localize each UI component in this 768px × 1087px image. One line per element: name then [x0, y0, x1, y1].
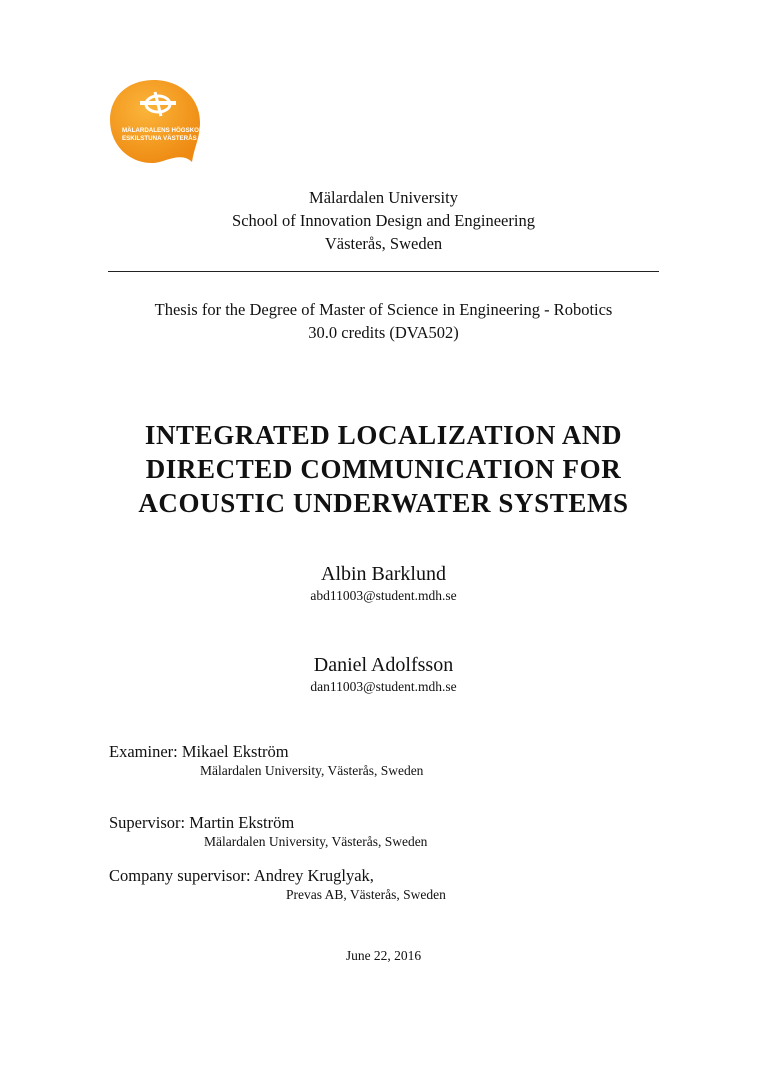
school-name: School of Innovation Design and Engineering — [232, 211, 535, 230]
company-supervisor-name: Andrey Kruglyak, — [253, 866, 374, 885]
university-name: Mälardalen University — [309, 188, 458, 207]
company-supervisor-block — [109, 866, 446, 904]
examiner-label: Examiner: — [109, 742, 178, 761]
examiner-affiliation: Mälardalen University, Västerås, Sweden — [200, 763, 424, 778]
company-supervisor-affiliation: Prevas AB, Västerås, Sweden — [286, 887, 446, 902]
thesis-title — [108, 418, 659, 520]
examiner-block — [109, 742, 424, 780]
degree-block — [108, 298, 659, 344]
supervisor-affiliation: Mälardalen University, Västerås, Sweden — [204, 834, 428, 849]
mdh-logo-icon — [108, 76, 202, 166]
supervisor-name: Martin Ekström — [189, 813, 295, 832]
title-line-3: ACOUSTIC UNDERWATER SYSTEMS — [138, 488, 629, 518]
logo-text-line1: MÄLARDALENS HÖGSKOLA — [122, 127, 202, 134]
degree-line: Thesis for the Degree of Master of Science in Engineering - Robotics — [154, 300, 613, 319]
author-1 — [108, 561, 659, 605]
author-email: abd11003@student.mdh.se — [310, 588, 457, 603]
supervisor-block — [109, 813, 428, 851]
university-logo — [108, 76, 202, 166]
thesis-date: June 22, 2016 — [345, 948, 422, 963]
logo-text-line2: ESKILSTUNA VÄSTERÅS — [122, 135, 197, 142]
title-line-1: INTEGRATED LOCALIZATION AND — [144, 420, 623, 450]
author-name: Daniel Adolfsson — [313, 654, 454, 676]
supervisor-label: Supervisor: — [109, 813, 186, 832]
author-2 — [108, 652, 659, 696]
credits-line: 30.0 credits (DVA502) — [308, 323, 459, 342]
horizontal-divider — [108, 271, 659, 272]
examiner-name: Mikael Ekström — [181, 742, 289, 761]
city-name: Västerås, Sweden — [324, 234, 443, 253]
title-line-2: DIRECTED COMMUNICATION FOR — [145, 454, 622, 484]
company-supervisor-label: Company supervisor: — [109, 866, 251, 885]
author-email: dan11003@student.mdh.se — [310, 679, 457, 694]
institution-block — [108, 186, 659, 255]
author-name: Albin Barklund — [321, 563, 446, 585]
